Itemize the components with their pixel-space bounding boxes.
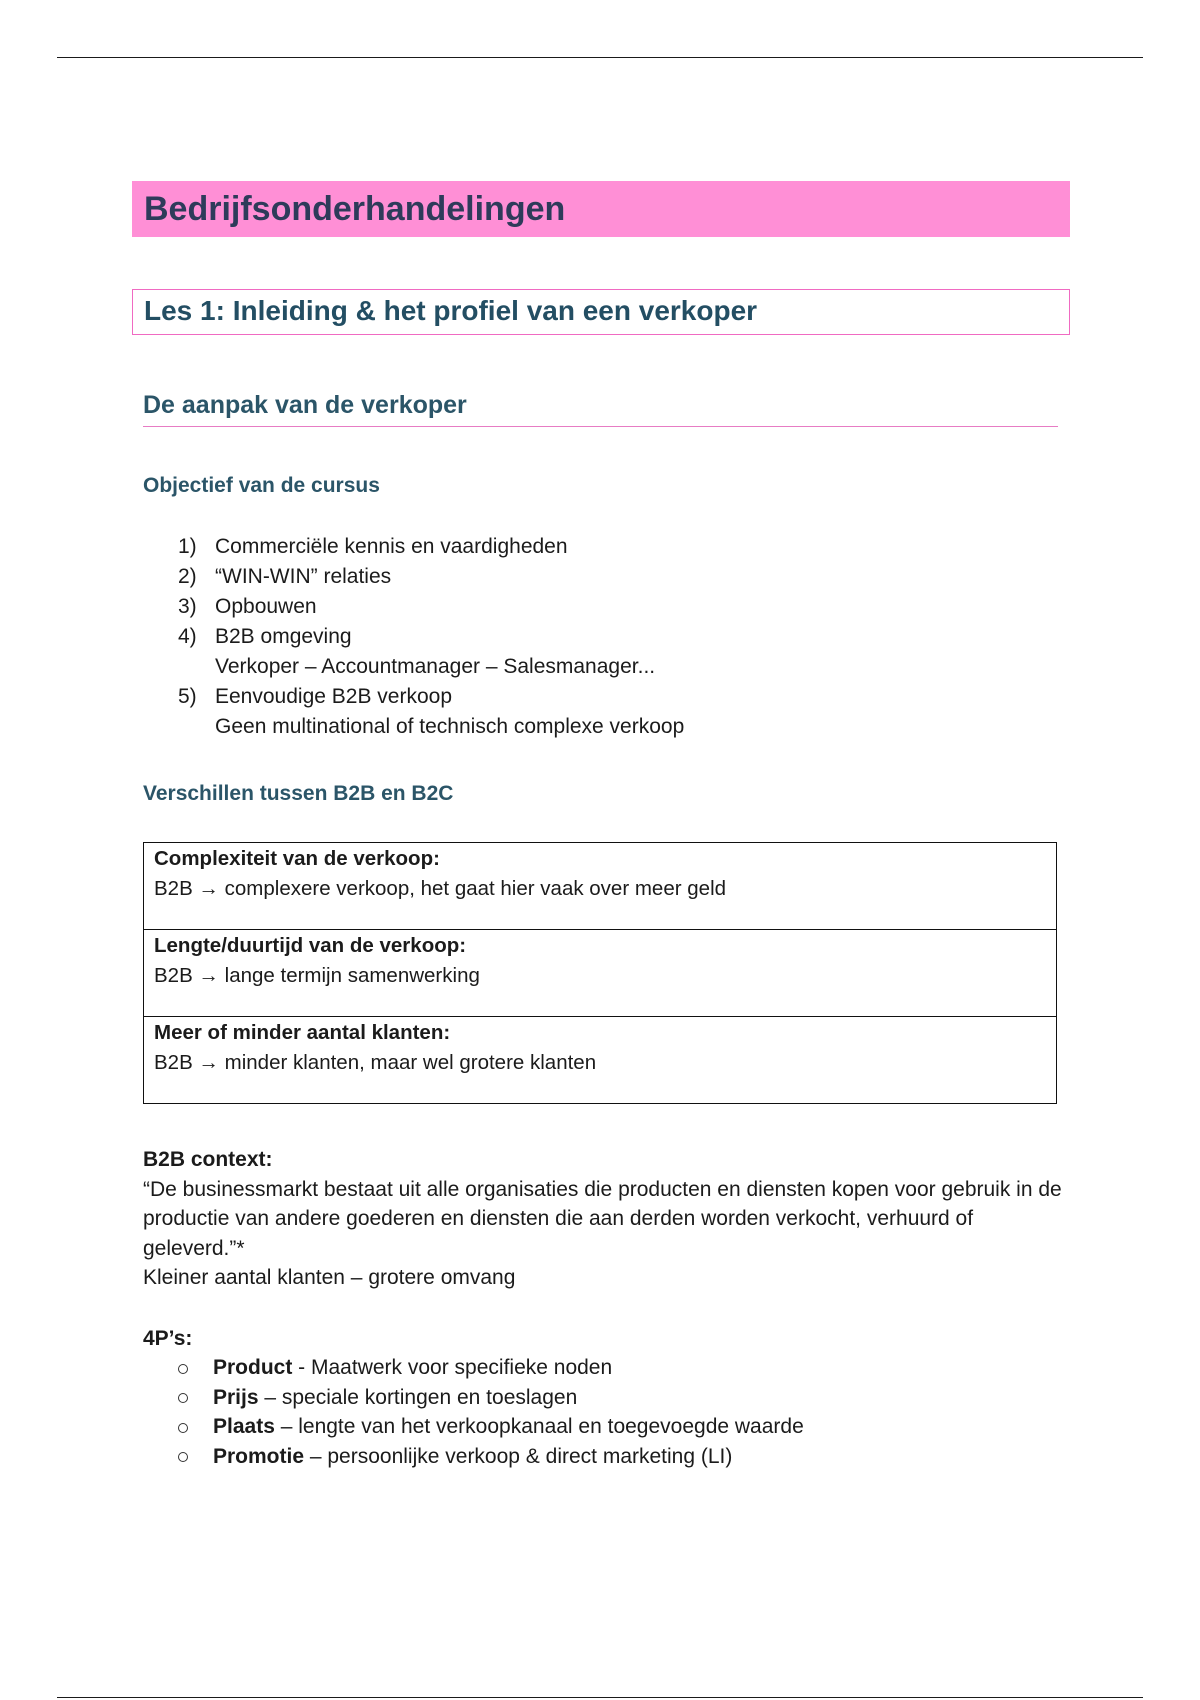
table-row — [144, 843, 1057, 930]
context-quote: “De businessmarkt bestaat uit alle organisaties die producten en diensten kopen voor gebruik in de productie van andere goederen en diensten die aan derden worden verkocht, verhuurd of geleverd.”* — [143, 1177, 1062, 1260]
list-item — [178, 1412, 804, 1442]
cell-label: Lengte/duurtijd van de verkoop: — [154, 934, 467, 957]
term-desc: – persoonlijke verkoop & direct marketing (LI) — [304, 1444, 733, 1468]
list-text: Opbouwen — [215, 595, 317, 618]
list-item — [178, 622, 684, 652]
differences-table — [143, 842, 1057, 1104]
bullet-circle-icon — [178, 1393, 188, 1403]
differences-heading: Verschillen tussen B2B en B2C — [143, 782, 454, 805]
list-item — [178, 532, 684, 562]
cell-text: B2B → minder klanten, maar wel grotere klanten — [154, 1051, 597, 1074]
list-item — [178, 562, 684, 592]
cell-label: Complexiteit van de verkoop: — [154, 847, 440, 870]
list-item — [178, 682, 684, 712]
cell-text: B2B → complexere verkoop, het gaat hier vaak over meer geld — [154, 877, 727, 900]
objectives-list — [178, 532, 684, 742]
objectives-heading: Objectief van de cursus — [143, 474, 380, 497]
b2b-context — [143, 1145, 1063, 1293]
list-number: 1) — [178, 535, 197, 558]
fourp-list — [178, 1353, 804, 1471]
list-number: 2) — [178, 565, 197, 588]
table-row — [144, 1017, 1057, 1104]
bullet-circle-icon — [178, 1452, 188, 1462]
term-desc: – speciale kortingen en toeslagen — [258, 1385, 578, 1409]
term-desc: – lengte van het verkoopkanaal en toegevoegde waarde — [274, 1415, 804, 1438]
list-text: Commerciële kennis en vaardigheden — [215, 535, 568, 558]
list-item — [178, 1442, 804, 1472]
lesson-heading: Les 1: Inleiding & het profiel van een verkoper — [132, 289, 1070, 335]
page-bottom-rule — [57, 1697, 1143, 1698]
cell-label: Meer of minder aantal klanten: — [154, 1021, 451, 1044]
context-note: Kleiner aantal klanten – grotere omvang — [143, 1266, 516, 1289]
term: Product — [213, 1356, 293, 1379]
document-title: Bedrijfsonderhandelingen — [132, 181, 1070, 237]
table-cell — [144, 843, 1057, 930]
list-text: B2B omgeving — [215, 625, 352, 648]
list-subtext: Geen multinational of technisch complexe verkoop — [215, 715, 685, 738]
table-row — [144, 930, 1057, 1017]
table-cell — [144, 930, 1057, 1017]
bullet-circle-icon — [178, 1364, 188, 1374]
cell-text: B2B → lange termijn samenwerking — [154, 964, 480, 987]
list-subtext: Verkoper – Accountmanager – Salesmanager... — [215, 655, 656, 678]
list-number: 3) — [178, 595, 197, 618]
list-item — [178, 1353, 804, 1383]
list-text: “WIN-WIN” relaties — [215, 565, 392, 588]
term-desc: - Maatwerk voor specifieke noden — [292, 1356, 613, 1379]
list-item — [178, 1383, 804, 1413]
context-label: B2B context: — [143, 1148, 273, 1171]
term: Promotie — [213, 1444, 305, 1468]
table-cell — [144, 1017, 1057, 1104]
page-top-rule — [57, 57, 1143, 58]
bullet-circle-icon — [178, 1423, 188, 1433]
list-item — [178, 592, 684, 622]
list-text: Eenvoudige B2B verkoop — [215, 685, 452, 708]
list-number: 4) — [178, 625, 197, 648]
fourp-label: 4P’s: — [143, 1327, 193, 1350]
list-number: 5) — [178, 685, 197, 708]
term: Plaats — [213, 1415, 275, 1438]
section-heading: De aanpak van de verkoper — [143, 388, 1058, 427]
term: Prijs — [213, 1385, 259, 1409]
